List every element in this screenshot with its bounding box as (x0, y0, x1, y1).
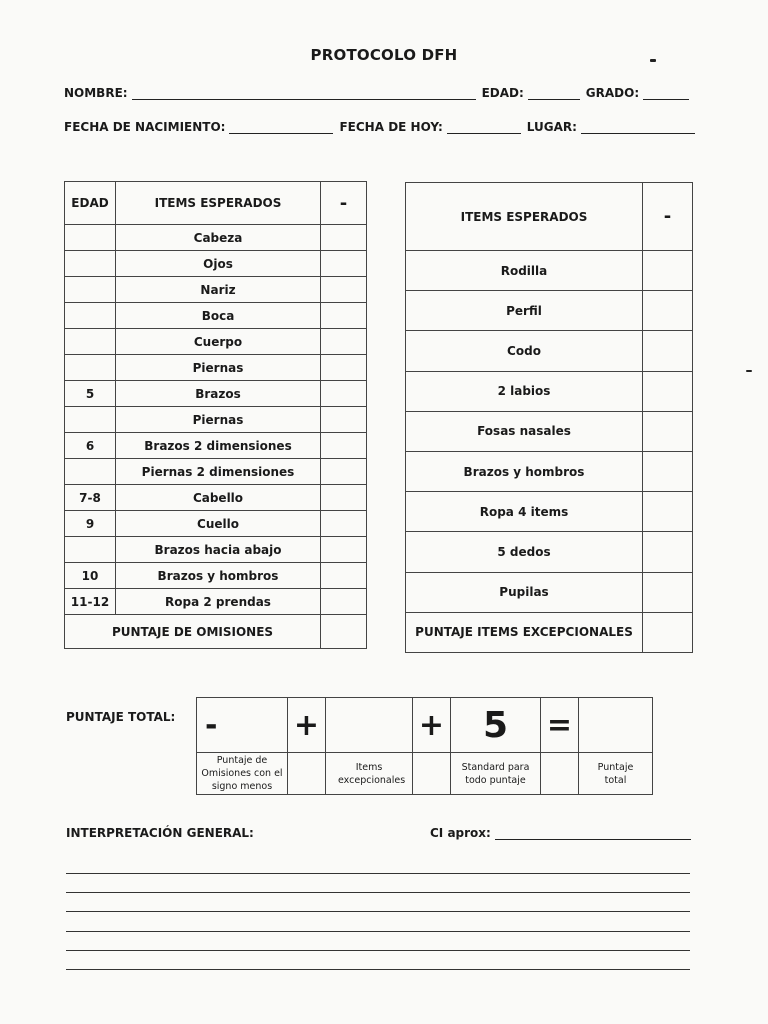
items-esperados-table (64, 181, 367, 649)
score-cell[interactable] (321, 407, 367, 433)
item-cell: Brazos hacia abajo (116, 537, 321, 563)
item-cell: Rodilla (406, 251, 643, 291)
interpretacion-line[interactable] (66, 950, 690, 951)
puntaje-total-calc (196, 697, 653, 795)
puntaje-omisiones-box[interactable] (321, 615, 367, 649)
table-row (65, 511, 367, 537)
fecha-nacimiento-label: FECHA DE NACIMIENTO: (64, 120, 226, 134)
lugar-field[interactable] (581, 122, 695, 134)
lugar-label: LUGAR: (526, 120, 577, 134)
score-cell[interactable] (643, 451, 693, 491)
item-cell: Cuerpo (116, 329, 321, 355)
equals-sign: = (541, 698, 579, 753)
caption-total: Puntaje total (579, 753, 653, 795)
interpretacion-line[interactable] (66, 969, 690, 970)
edad-cell (65, 459, 116, 485)
col-header-items: ITEMS ESPERADOS (116, 182, 321, 225)
spacer-cell (541, 753, 579, 795)
edad-cell (65, 537, 116, 563)
col-header-minus: - (643, 183, 693, 251)
page-title: PROTOCOLO DFH (310, 46, 458, 64)
score-cell[interactable] (321, 381, 367, 407)
interpretacion-line[interactable] (66, 892, 690, 893)
table-row (65, 433, 367, 459)
table-row (65, 277, 367, 303)
score-cell[interactable] (321, 589, 367, 615)
score-cell[interactable] (321, 433, 367, 459)
caption-excepcionales: Items excepcionales (326, 753, 413, 795)
total-box[interactable] (579, 698, 653, 753)
header-row-1 (64, 86, 695, 100)
interpretacion-label: INTERPRETACIÓN GENERAL: (66, 826, 254, 840)
nombre-field[interactable] (132, 88, 476, 100)
spacer-cell (288, 753, 326, 795)
puntaje-total-label: PUNTAJE TOTAL: (66, 710, 176, 724)
table-row (406, 451, 693, 491)
score-cell[interactable] (643, 411, 693, 451)
edad-cell (65, 407, 116, 433)
item-cell: Nariz (116, 277, 321, 303)
grado-field[interactable] (643, 88, 689, 100)
score-cell[interactable] (321, 563, 367, 589)
edad-cell: 11-12 (65, 589, 116, 615)
edad-cell (65, 251, 116, 277)
table-row (65, 589, 367, 615)
fecha-nacimiento-field[interactable] (229, 122, 333, 134)
table-row (65, 563, 367, 589)
item-cell: Fosas nasales (406, 411, 643, 451)
interpretacion-line[interactable] (66, 911, 690, 912)
ci-label: CI aprox: (430, 826, 491, 840)
table-row (406, 492, 693, 532)
minus-sign: - (205, 707, 218, 743)
table-row (65, 381, 367, 407)
omisiones-box[interactable] (197, 698, 288, 753)
plus-sign: + (413, 698, 451, 753)
edad-cell (65, 277, 116, 303)
interpretacion-line[interactable] (66, 931, 690, 932)
score-cell[interactable] (643, 532, 693, 572)
score-cell[interactable] (321, 355, 367, 381)
edad-cell (65, 225, 116, 251)
table-row (406, 371, 693, 411)
table-row (406, 251, 693, 291)
table-row (65, 329, 367, 355)
col-header-items: ITEMS ESPERADOS (406, 183, 643, 251)
table-row (65, 459, 367, 485)
table-row (65, 251, 367, 277)
table-row (65, 355, 367, 381)
edad-cell (65, 303, 116, 329)
score-cell[interactable] (321, 537, 367, 563)
score-cell[interactable] (643, 291, 693, 331)
plus-sign: + (288, 698, 326, 753)
score-cell[interactable] (643, 371, 693, 411)
edad-cell (65, 329, 116, 355)
item-cell: Piernas (116, 407, 321, 433)
score-cell[interactable] (321, 303, 367, 329)
item-cell: 5 dedos (406, 532, 643, 572)
item-cell: Codo (406, 331, 643, 371)
item-cell: 2 labios (406, 371, 643, 411)
table-row (65, 537, 367, 563)
edad-field[interactable] (528, 88, 580, 100)
nombre-label: NOMBRE: (64, 86, 128, 100)
puntaje-omisiones-label: PUNTAJE DE OMISIONES (65, 615, 321, 649)
item-cell: Cabello (116, 485, 321, 511)
edad-cell: 10 (65, 563, 116, 589)
grado-label: GRADO: (585, 86, 640, 100)
score-cell[interactable] (321, 225, 367, 251)
ink-speck (746, 370, 752, 372)
caption-omisiones: Puntaje de Omisiones con el signo menos (197, 753, 288, 795)
table-row (406, 331, 693, 371)
item-cell: Pupilas (406, 572, 643, 612)
score-cell[interactable] (321, 459, 367, 485)
score-cell[interactable] (643, 251, 693, 291)
edad-cell: 9 (65, 511, 116, 537)
item-cell: Ropa 4 items (406, 492, 643, 532)
item-cell: Perfil (406, 291, 643, 331)
score-cell[interactable] (321, 485, 367, 511)
item-cell: Piernas 2 dimensiones (116, 459, 321, 485)
excepcionales-box[interactable] (326, 698, 413, 753)
table-row (65, 485, 367, 511)
table-row (406, 291, 693, 331)
item-cell: Brazos y hombros (406, 451, 643, 491)
table-row (65, 225, 367, 251)
item-cell: Brazos (116, 381, 321, 407)
col-header-edad: EDAD (65, 182, 116, 225)
item-cell: Ojos (116, 251, 321, 277)
item-cell: Boca (116, 303, 321, 329)
interpretacion-line[interactable] (66, 873, 690, 874)
ink-speck (650, 59, 656, 62)
edad-cell: 6 (65, 433, 116, 459)
puntaje-excepcionales-label: PUNTAJE ITEMS EXCEPCIONALES (406, 612, 643, 652)
item-cell: Cabeza (116, 225, 321, 251)
ci-field[interactable] (495, 828, 691, 840)
fecha-hoy-field[interactable] (447, 122, 521, 134)
item-cell: Brazos y hombros (116, 563, 321, 589)
col-header-minus: - (321, 182, 367, 225)
edad-cell: 7-8 (65, 485, 116, 511)
item-cell: Cuello (116, 511, 321, 537)
table-row (65, 303, 367, 329)
table-row (65, 407, 367, 433)
puntaje-excepcionales-box[interactable] (643, 612, 693, 652)
caption-standard: Standard para todo puntaje (451, 753, 541, 795)
table-footer-row (406, 612, 693, 652)
ci-row (430, 826, 697, 840)
item-cell: Piernas (116, 355, 321, 381)
score-cell[interactable] (321, 329, 367, 355)
score-cell[interactable] (321, 511, 367, 537)
score-cell[interactable] (321, 251, 367, 277)
edad-cell (65, 355, 116, 381)
items-excepcionales-table (405, 182, 693, 653)
table-row (406, 532, 693, 572)
standard-value: 5 (451, 698, 541, 753)
item-cell: Ropa 2 prendas (116, 589, 321, 615)
edad-label: EDAD: (481, 86, 524, 100)
fecha-hoy-label: FECHA DE HOY: (339, 120, 443, 134)
score-cell[interactable] (643, 331, 693, 371)
score-cell[interactable] (321, 277, 367, 303)
edad-cell: 5 (65, 381, 116, 407)
table-row (406, 411, 693, 451)
table-footer-row (65, 615, 367, 649)
item-cell: Brazos 2 dimensiones (116, 433, 321, 459)
spacer-cell (413, 753, 451, 795)
header-row-2 (64, 120, 701, 134)
score-cell[interactable] (643, 492, 693, 532)
table-row (406, 572, 693, 612)
score-cell[interactable] (643, 572, 693, 612)
